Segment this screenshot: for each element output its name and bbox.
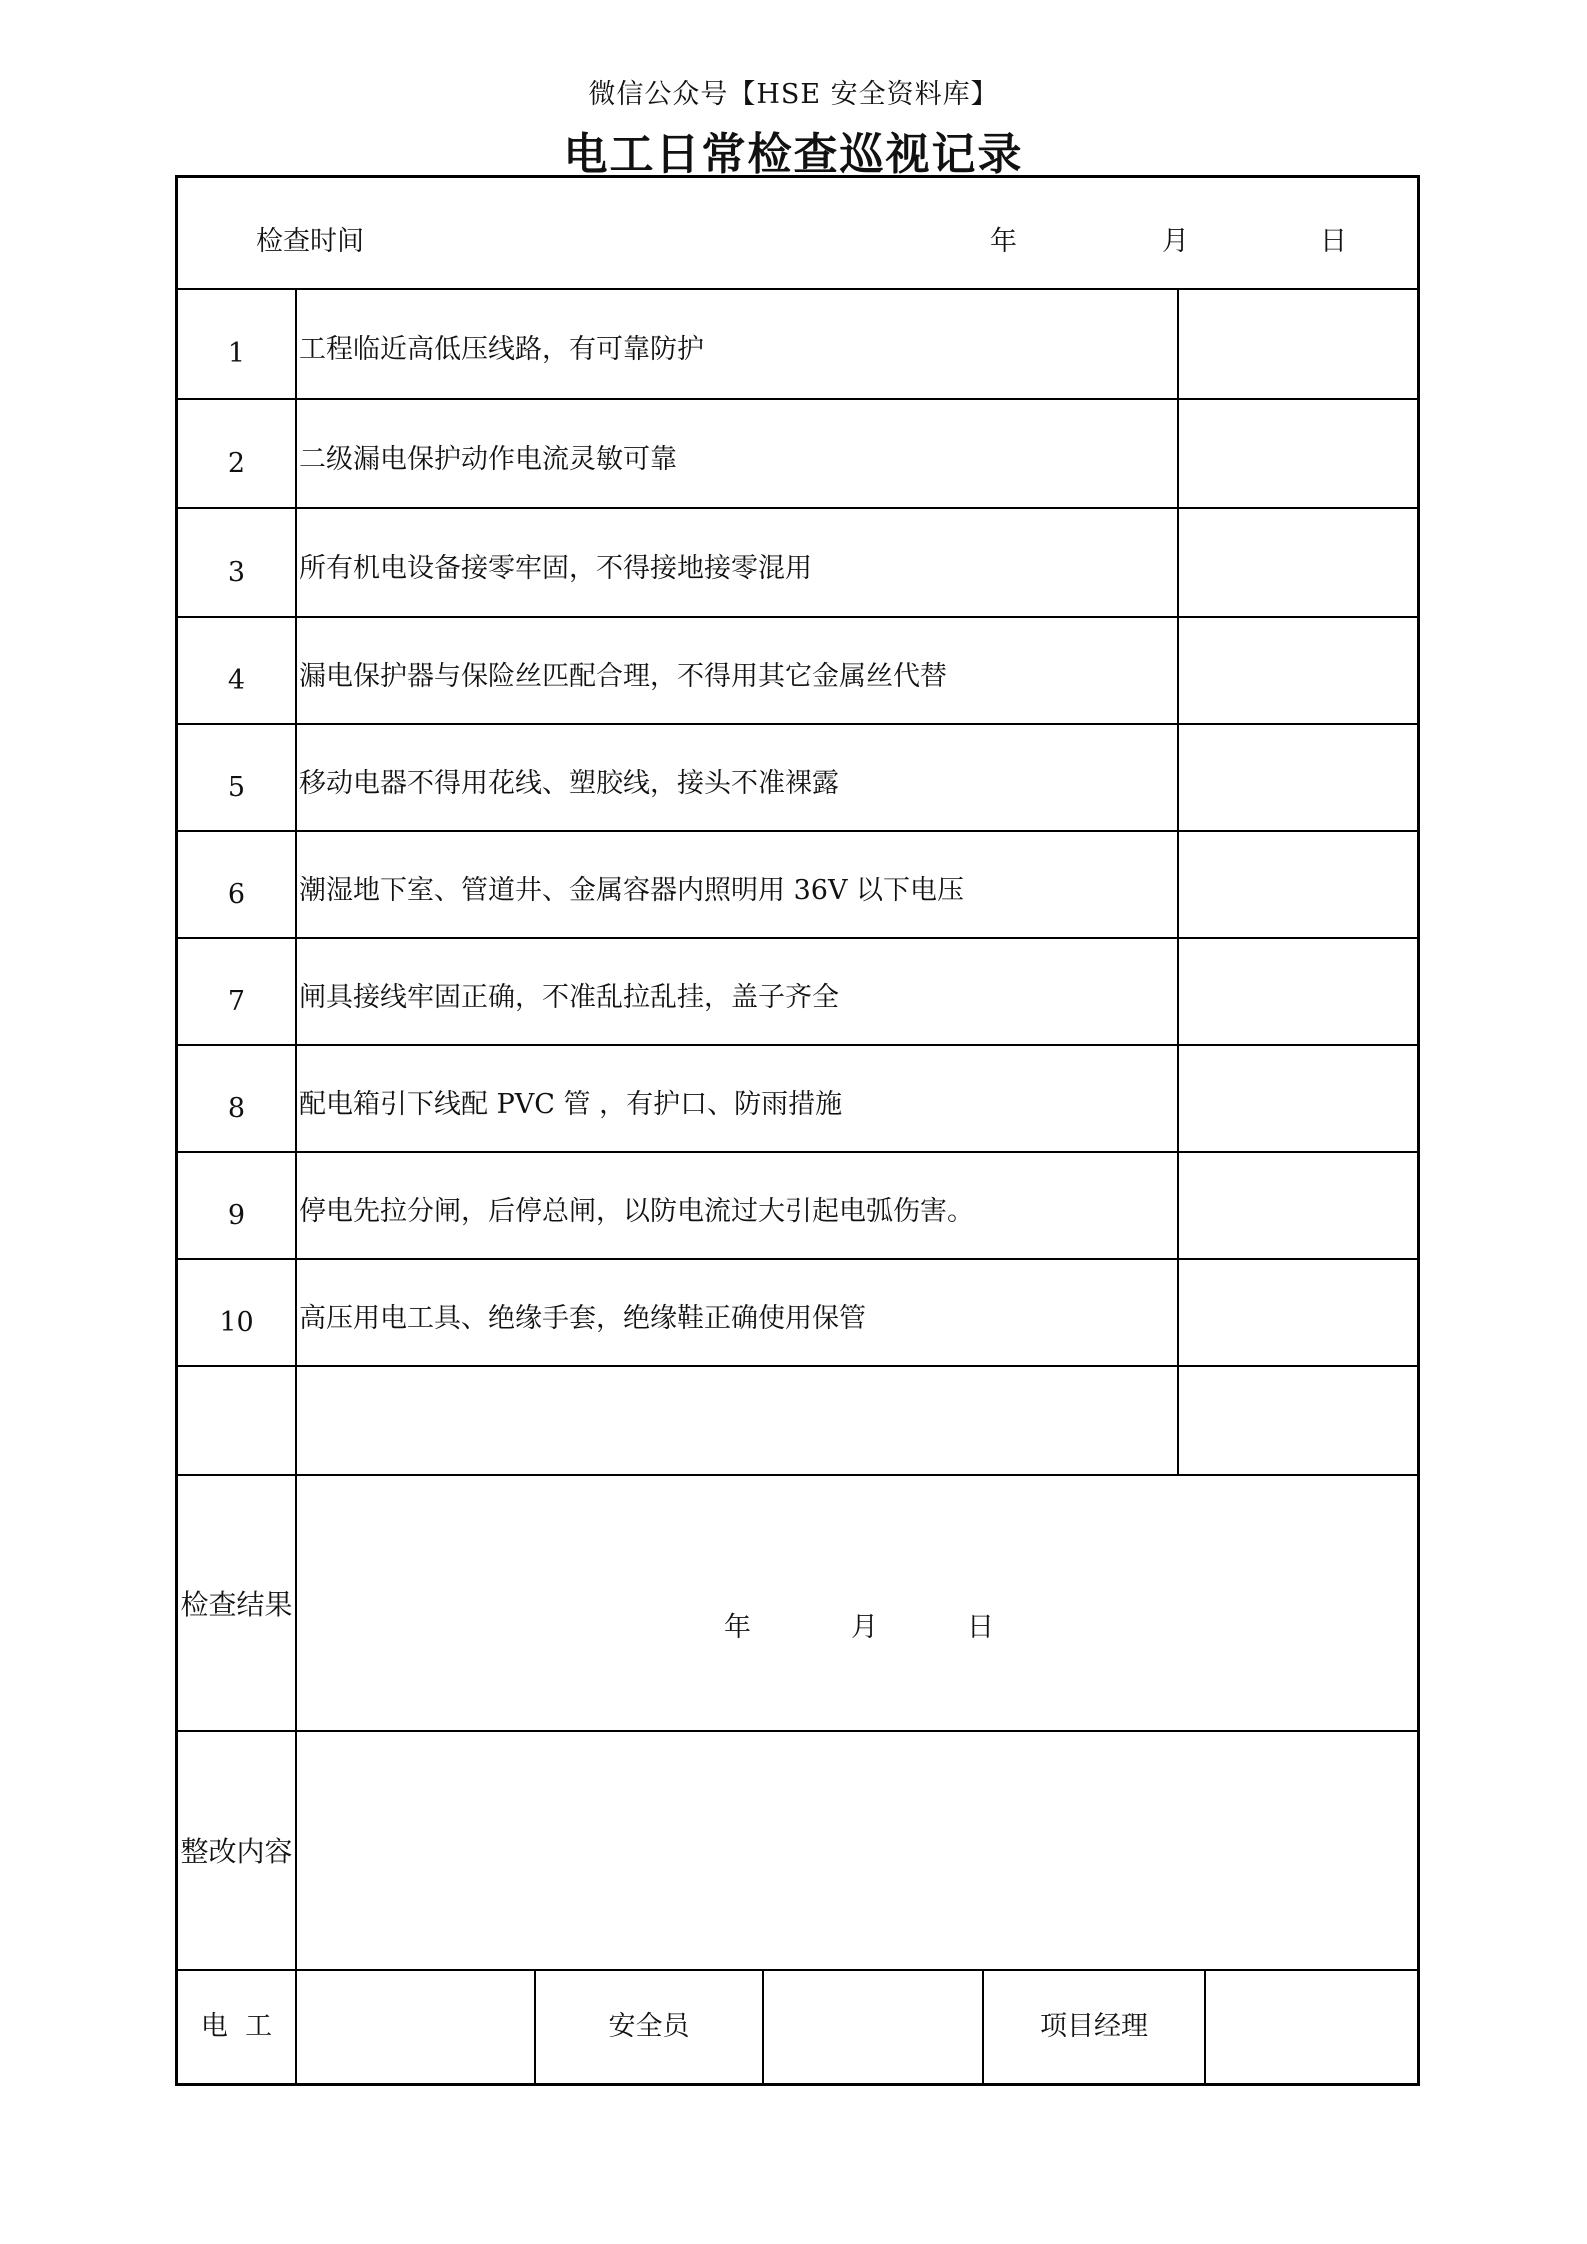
- item-text: 高压用电工具、绝缘手套，绝缘鞋正确使用保管: [299, 1303, 866, 1334]
- item-number: 3: [227, 557, 246, 588]
- time-label: 检查时间: [256, 226, 364, 257]
- project-manager-label: 项目经理: [1040, 2011, 1148, 2042]
- item-number: 9: [227, 1200, 246, 1231]
- col-divider: [1204, 1969, 1206, 2083]
- item-text: 停电先拉分闸，后停总闸，以防电流过大引起电弧伤害。: [299, 1196, 974, 1227]
- item-number: 6: [227, 879, 246, 910]
- item-number: 8: [227, 1093, 246, 1124]
- item-text: 工程临近高低压线路，有可靠防护: [299, 334, 704, 365]
- time-year: 年: [990, 226, 1017, 257]
- row-divider: [178, 616, 1417, 618]
- row-divider: [178, 507, 1417, 509]
- document-title: 电工日常检查巡视记录: [563, 129, 1024, 180]
- col-divider: [295, 288, 297, 2083]
- row-divider: [178, 288, 1417, 290]
- row-divider: [178, 1044, 1417, 1046]
- col-divider: [1177, 288, 1179, 1474]
- time-day: 日: [1320, 226, 1347, 257]
- document-source: 微信公众号【HSE 安全资料库】: [588, 79, 999, 110]
- item-number: 7: [227, 986, 246, 1017]
- row-divider: [178, 1258, 1417, 1260]
- row-divider: [178, 830, 1417, 832]
- result-day: 日: [967, 1612, 994, 1643]
- row-divider: [178, 398, 1417, 400]
- item-number: 4: [227, 665, 246, 696]
- result-year: 年: [724, 1612, 751, 1643]
- row-divider: [178, 1474, 1417, 1476]
- item-number: 1: [227, 338, 246, 369]
- item-text: 二级漏电保护动作电流灵敏可靠: [299, 444, 677, 475]
- electrician-label: 电 工: [200, 2011, 273, 2042]
- result-label: 检查结果: [180, 1588, 293, 1621]
- item-text: 潮湿地下室、管道井、金属容器内照明用 36V 以下电压: [299, 875, 965, 906]
- row-divider: [178, 1730, 1417, 1732]
- safety-officer-label: 安全员: [608, 2011, 690, 2042]
- row-divider: [178, 1151, 1417, 1153]
- item-text: 所有机电设备接零牢固，不得接地接零混用: [299, 553, 812, 584]
- item-text: 配电箱引下线配 PVC 管 ，有护口、防雨措施: [299, 1089, 843, 1120]
- item-text: 移动电器不得用花线、塑胶线，接头不准裸露: [299, 768, 839, 799]
- result-month: 月: [851, 1612, 878, 1643]
- item-text: 闸具接线牢固正确，不准乱拉乱挂，盖子齐全: [299, 982, 839, 1013]
- row-divider: [178, 937, 1417, 939]
- row-divider: [178, 723, 1417, 725]
- time-month: 月: [1162, 226, 1189, 257]
- row-divider: [178, 1969, 1417, 1971]
- rectify-label: 整改内容: [180, 1835, 293, 1868]
- item-text: 漏电保护器与保险丝匹配合理，不得用其它金属丝代替: [299, 661, 947, 692]
- col-divider: [762, 1969, 764, 2083]
- row-divider: [178, 1365, 1417, 1367]
- item-number: 2: [227, 448, 246, 479]
- item-number: 5: [227, 772, 246, 803]
- item-number: 10: [219, 1307, 254, 1338]
- inspection-form: [175, 175, 1420, 2086]
